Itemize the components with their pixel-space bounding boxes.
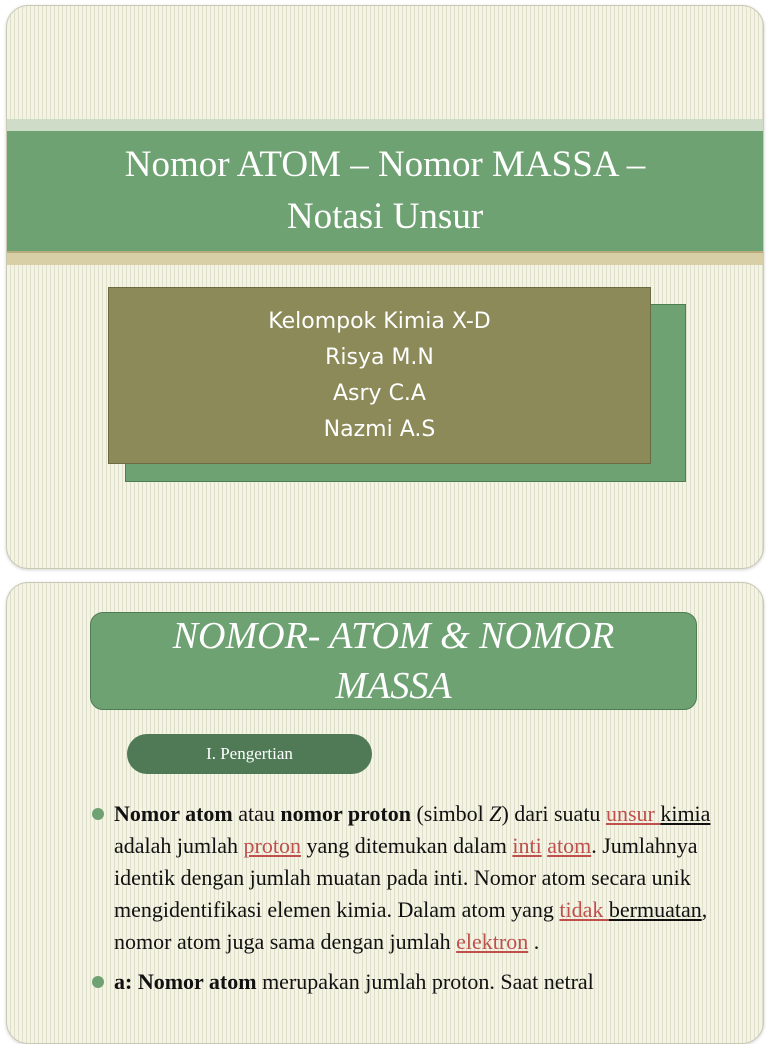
symbol-z: Z (489, 801, 502, 826)
bullet-item-1 (90, 798, 730, 958)
title-band-bottom-stripe (7, 251, 763, 265)
slide-title (7, 131, 763, 251)
link-tidak[interactable]: tidak (559, 897, 609, 922)
term-nomor-atom: Nomor atom (114, 801, 233, 826)
section-heading-line-1: NOMOR- ATOM & NOMOR (172, 615, 615, 657)
link-bermuatan[interactable]: bermuatan (608, 897, 702, 922)
pengertian-pill: I. Pengertian (127, 734, 372, 774)
member-name: Nazmi A.S (323, 416, 436, 442)
link-elektron[interactable]: elektron (456, 929, 529, 954)
text: atau (232, 801, 281, 826)
link-unsur[interactable]: unsur (605, 801, 661, 826)
link-proton[interactable]: proton (243, 833, 301, 858)
member-name: Risya M.N (325, 344, 434, 370)
bullet-list (90, 798, 730, 1006)
link-atom[interactable]: atom (547, 833, 592, 858)
text: . (528, 929, 540, 954)
bullet-dot-icon (92, 808, 104, 820)
title-band-top-stripe (7, 119, 763, 131)
text: . Jumlahnya identik dengan jumlah muatan pada inti. Nomor atom secara unik mengidentifikasi elemen kimia. Dalam atom yang (114, 833, 698, 922)
text: adalah jumlah (114, 833, 244, 858)
member-name: Asry C.A (333, 380, 426, 406)
term-nomor-proton: nomor proton (280, 801, 411, 826)
text: ) dari suatu (501, 801, 606, 826)
slide-2 (6, 582, 764, 1044)
section-heading-line-2: MASSA (335, 665, 452, 707)
term-a-nomor-atom: a: Nomor atom (114, 969, 257, 994)
bullet-item-2 (90, 966, 730, 998)
link-kimia[interactable]: kimia (660, 801, 711, 826)
text: yang ditemukan dalam (300, 833, 513, 858)
text: merupakan jumlah proton. Saat netral (256, 969, 594, 994)
section-heading (90, 612, 697, 710)
bullet-dot-icon (92, 976, 104, 988)
members-box (108, 287, 651, 464)
slide-title-line-1: Nomor ATOM – Nomor MASSA – (124, 144, 646, 185)
group-name: Kelompok Kimia X-D (268, 308, 491, 334)
slide-title-line-2: Notasi Unsur (286, 196, 484, 237)
text: (simbol (410, 801, 490, 826)
slide-1 (6, 5, 764, 569)
link-inti[interactable]: inti (512, 833, 542, 858)
text: , nomor atom juga sama dengan jumlah (114, 897, 708, 954)
